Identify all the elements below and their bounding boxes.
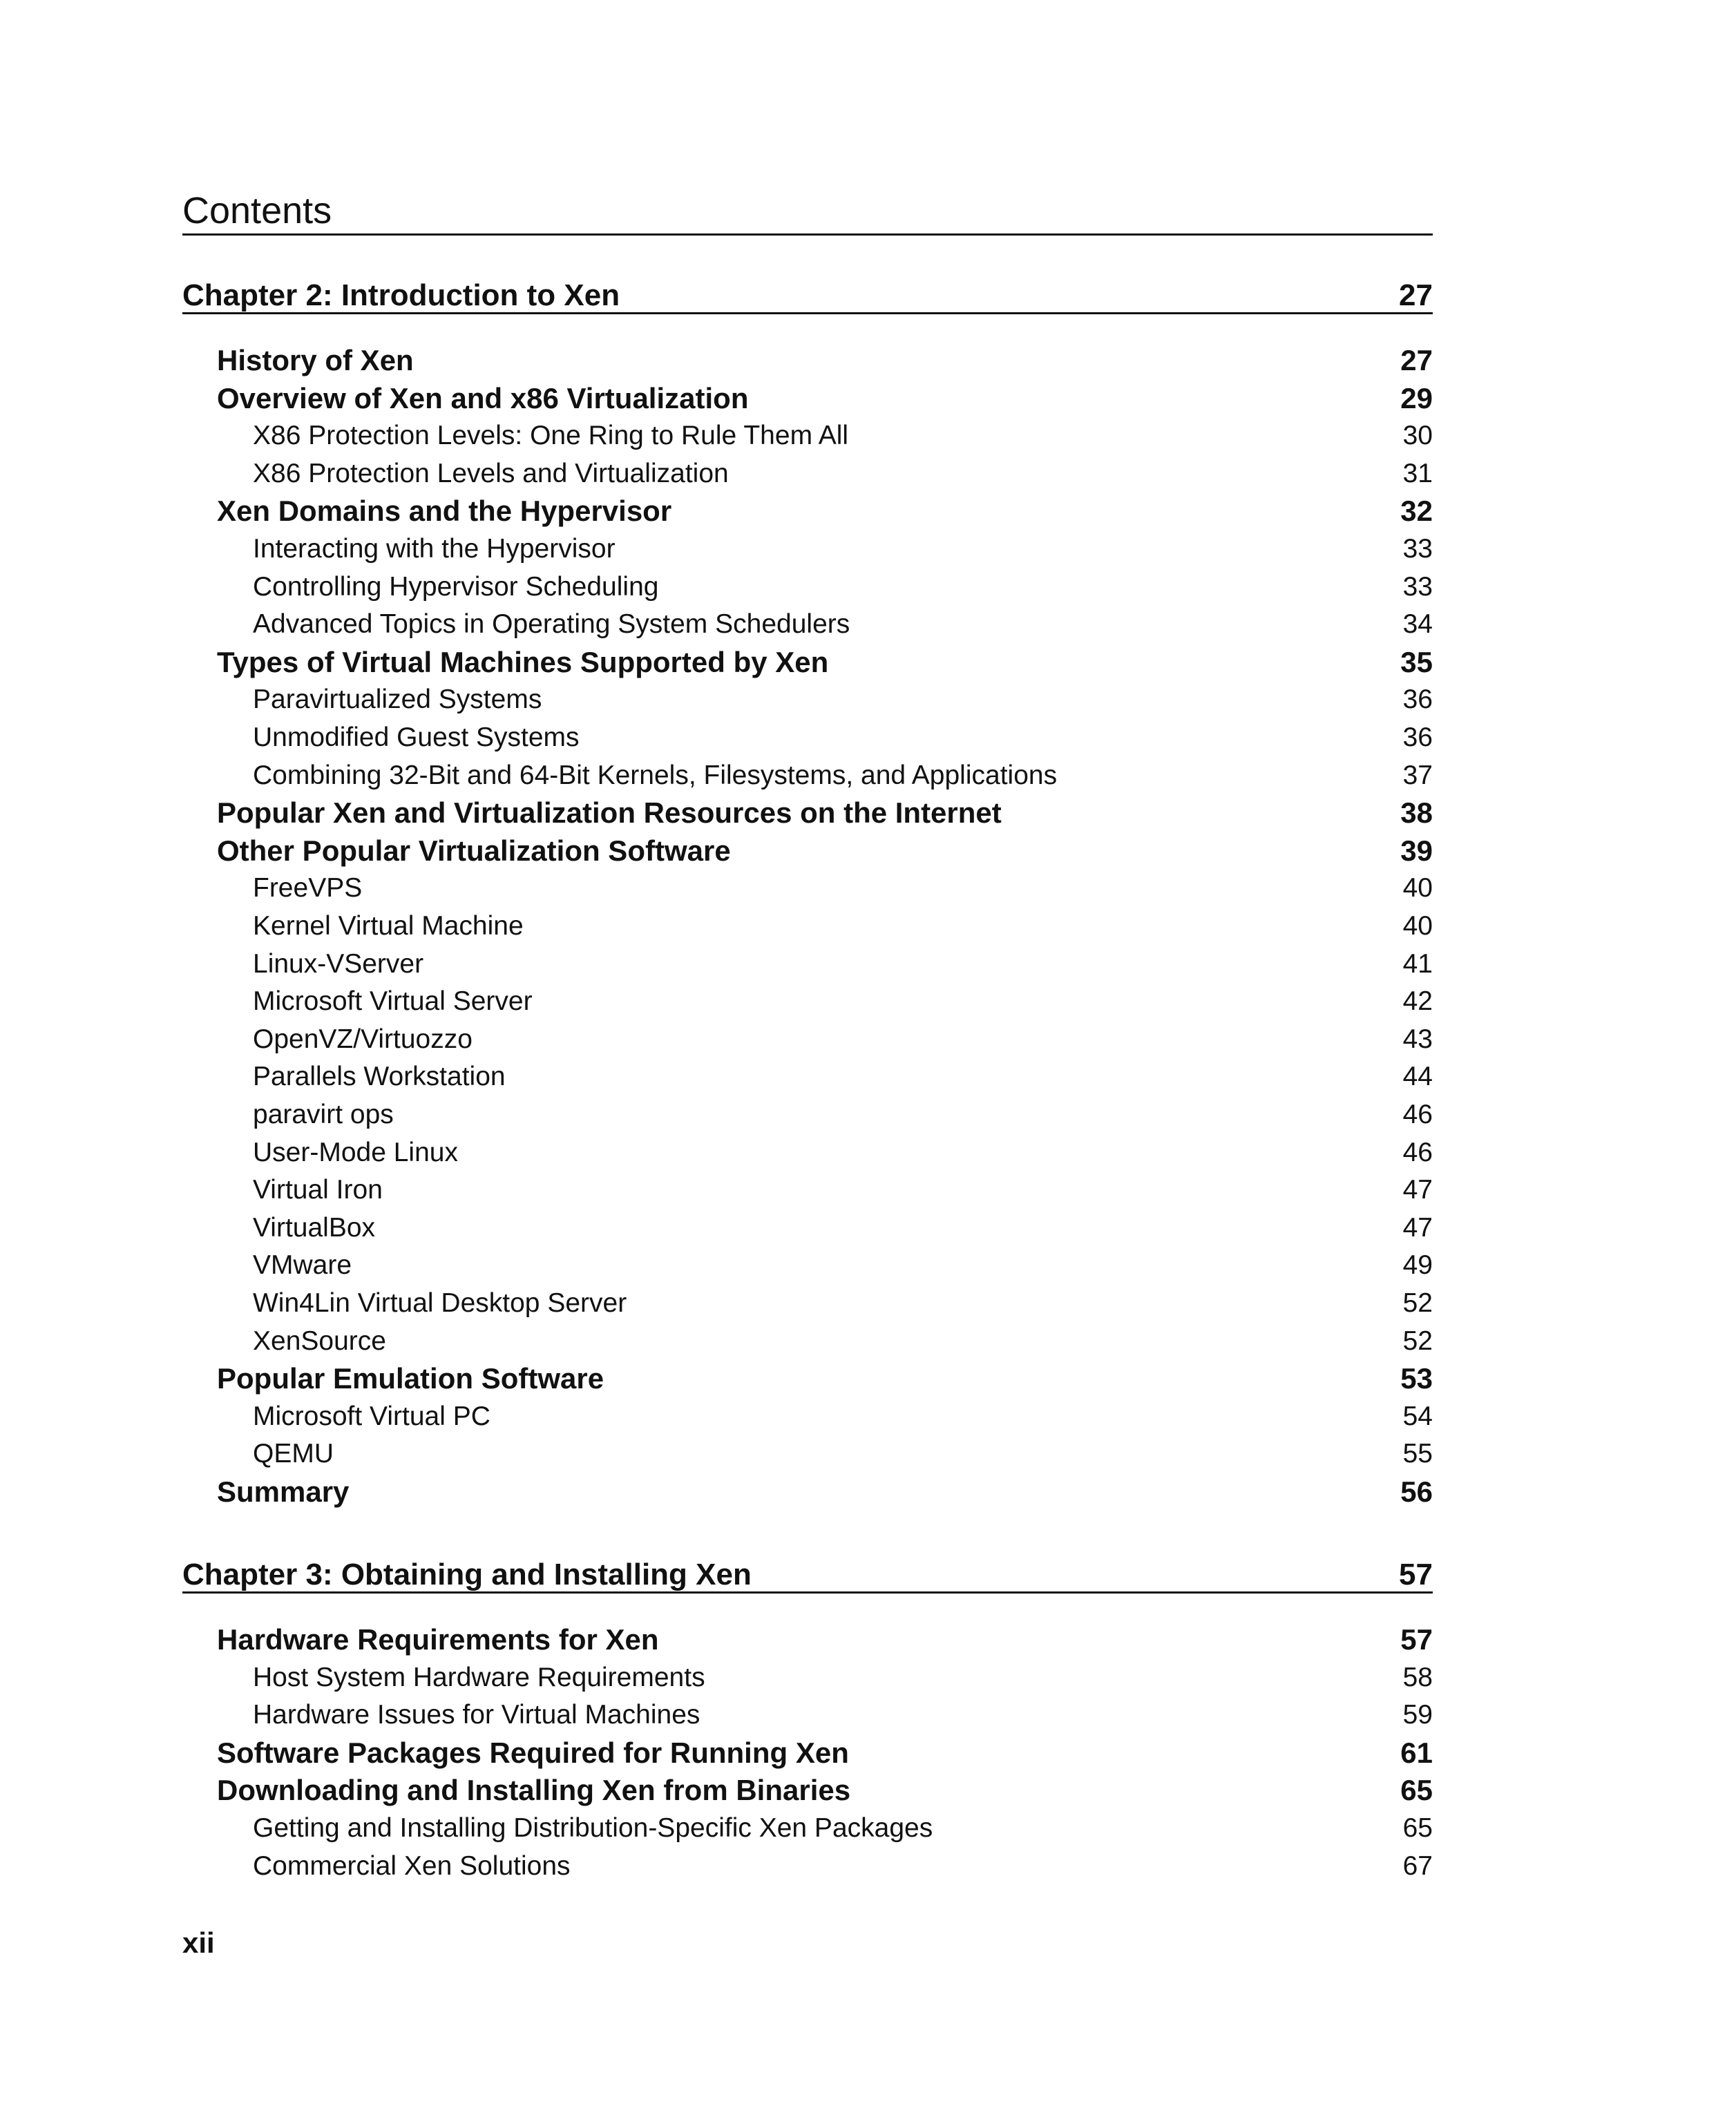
toc-subsection-entry[interactable] <box>253 1023 1433 1056</box>
entry-page-number: 57 <box>1400 1623 1433 1656</box>
chapter-title: Chapter 2: Introduction to Xen <box>182 278 620 312</box>
entry-page-number: 36 <box>1402 723 1433 752</box>
chapter-page-number: 27 <box>1399 278 1433 312</box>
entry-page-number: 40 <box>1402 911 1433 941</box>
entry-title: Hardware Requirements for Xen <box>217 1623 659 1656</box>
entry-title: VMware <box>253 1250 352 1281</box>
entry-title: User-Mode Linux <box>253 1137 458 1167</box>
chapter-heading[interactable] <box>182 278 1433 314</box>
entry-title: Interacting with the Hypervisor <box>253 534 616 564</box>
entry-page-number: 52 <box>1402 1326 1433 1356</box>
entry-title: Software Packages Required for Running Xen <box>217 1736 849 1769</box>
entry-page-number: 34 <box>1402 609 1433 640</box>
toc-section-entry[interactable] <box>217 796 1433 830</box>
entry-title: Advanced Topics in Operating System Schedulers <box>253 609 850 640</box>
toc-subsection-entry[interactable] <box>253 1812 1433 1845</box>
entry-page-number: 65 <box>1402 1813 1433 1843</box>
entry-page-number: 46 <box>1402 1100 1433 1129</box>
entry-page-number: 31 <box>1402 458 1433 488</box>
entry-page-number: 35 <box>1400 645 1433 678</box>
entry-title: Unmodified Guest Systems <box>253 723 580 752</box>
entry-title: Other Popular Virtualization Software <box>217 834 731 867</box>
entry-title: Commercial Xen Solutions <box>253 1850 571 1881</box>
toc-subsection-entry[interactable] <box>253 1325 1433 1358</box>
toc-section-entry[interactable] <box>217 1623 1433 1656</box>
entry-page-number: 32 <box>1400 495 1433 528</box>
toc-subsection-entry[interactable] <box>253 1699 1433 1732</box>
entry-page-number: 53 <box>1400 1362 1433 1395</box>
entry-title: Host System Hardware Requirements <box>253 1662 705 1692</box>
entry-page-number: 46 <box>1402 1137 1433 1167</box>
entry-title: Combining 32-Bit and 64-Bit Kernels, Filesystems, and Applications <box>253 760 1058 790</box>
toc-section-entry[interactable] <box>217 1362 1433 1395</box>
entry-page-number: 30 <box>1402 421 1433 451</box>
entry-page-number: 38 <box>1400 796 1433 830</box>
entry-page-number: 40 <box>1402 873 1433 903</box>
entry-title: paravirt ops <box>253 1100 394 1129</box>
entry-page-number: 61 <box>1400 1736 1433 1769</box>
entry-title: Virtual Iron <box>253 1175 383 1205</box>
entry-page-number: 55 <box>1402 1439 1433 1469</box>
entry-page-number: 41 <box>1402 948 1433 979</box>
toc-subsection-entry[interactable] <box>253 1400 1433 1433</box>
entry-title: Hardware Issues for Virtual Machines <box>253 1700 700 1730</box>
entry-title: Kernel Virtual Machine <box>253 911 524 941</box>
entry-page-number: 42 <box>1402 986 1433 1017</box>
toc-subsection-entry[interactable] <box>253 419 1433 452</box>
entry-title: Paravirtualized Systems <box>253 685 542 715</box>
entry-title: Win4Lin Virtual Desktop Server <box>253 1288 627 1318</box>
entry-page-number: 27 <box>1400 344 1433 376</box>
entry-page-number: 52 <box>1402 1288 1433 1318</box>
entry-title: FreeVPS <box>253 873 363 903</box>
toc-subsection-entry[interactable] <box>253 1287 1433 1320</box>
entry-title: X86 Protection Levels and Virtualization <box>253 458 729 488</box>
entry-page-number: 33 <box>1402 571 1433 602</box>
entry-page-number: 33 <box>1402 534 1433 564</box>
entry-title: Popular Xen and Virtualization Resources on the Internet <box>217 796 1002 830</box>
entry-page-number: 47 <box>1402 1212 1433 1243</box>
entry-title: Overview of Xen and x86 Virtualization <box>217 381 749 414</box>
toc-subsection-entry[interactable] <box>253 457 1433 490</box>
toc-subsection-entry[interactable] <box>253 1850 1433 1883</box>
entry-title: Summary <box>217 1475 350 1508</box>
toc-section-entry[interactable] <box>217 1736 1433 1770</box>
entry-page-number: 29 <box>1400 381 1433 414</box>
toc-section-entry[interactable] <box>217 382 1433 415</box>
entry-title: Downloading and Installing Xen from Binaries <box>217 1774 851 1807</box>
entry-page-number: 59 <box>1402 1700 1433 1730</box>
toc-subsection-entry[interactable] <box>253 533 1433 566</box>
entry-page-number: 43 <box>1402 1024 1433 1054</box>
entry-title: Microsoft Virtual Server <box>253 986 533 1017</box>
entry-page-number: 56 <box>1400 1475 1433 1508</box>
running-header <box>182 181 1433 236</box>
entry-title: History of Xen <box>217 344 414 376</box>
toc-subsection-entry[interactable] <box>253 1437 1433 1471</box>
entry-page-number: 65 <box>1400 1774 1433 1807</box>
toc-subsection-entry[interactable] <box>253 1249 1433 1282</box>
toc-subsection-entry[interactable] <box>253 1098 1433 1131</box>
entry-title: QEMU <box>253 1439 334 1469</box>
entry-title: Popular Emulation Software <box>217 1362 604 1395</box>
entry-title: Parallels Workstation <box>253 1062 506 1092</box>
toc-subsection-entry[interactable] <box>253 872 1433 905</box>
entry-title: Linux-VServer <box>253 948 424 979</box>
chapter-page-number: 57 <box>1399 1558 1433 1591</box>
toc-subsection-entry[interactable] <box>253 1060 1433 1093</box>
chapter-heading[interactable] <box>182 1557 1433 1594</box>
entry-page-number: 44 <box>1402 1062 1433 1092</box>
entry-page-number: 67 <box>1402 1850 1433 1881</box>
toc-subsection-entry[interactable] <box>253 1661 1433 1694</box>
entry-page-number: 58 <box>1402 1662 1433 1692</box>
entry-page-number: 49 <box>1402 1250 1433 1281</box>
toc-subsection-entry[interactable] <box>253 571 1433 604</box>
toc-section-entry[interactable] <box>217 495 1433 528</box>
toc-subsection-entry[interactable] <box>253 910 1433 943</box>
page-title: Contents <box>182 190 332 231</box>
toc-section-entry[interactable] <box>217 344 1433 377</box>
entry-title: XenSource <box>253 1326 386 1356</box>
entry-title: VirtualBox <box>253 1212 376 1243</box>
entry-title: Xen Domains and the Hypervisor <box>217 495 672 528</box>
toc-subsection-entry[interactable] <box>253 683 1433 716</box>
entry-title: Getting and Installing Distribution-Specific Xen Packages <box>253 1813 933 1843</box>
toc-subsection-entry[interactable] <box>253 1212 1433 1245</box>
toc-subsection-entry[interactable] <box>253 948 1433 981</box>
entry-title: Controlling Hypervisor Scheduling <box>253 571 659 602</box>
entry-title: X86 Protection Levels: One Ring to Rule Them All <box>253 421 849 451</box>
page-number: xii <box>182 1926 215 1959</box>
entry-title: Types of Virtual Machines Supported by Xen <box>217 645 829 678</box>
entry-page-number: 39 <box>1400 834 1433 867</box>
toc-subsection-entry[interactable] <box>253 721 1433 754</box>
entry-page-number: 54 <box>1402 1401 1433 1431</box>
entry-title: Microsoft Virtual PC <box>253 1401 490 1431</box>
toc-subsection-entry[interactable] <box>253 985 1433 1018</box>
toc-subsection-entry[interactable] <box>253 1136 1433 1169</box>
toc-section-entry[interactable] <box>217 1475 1433 1509</box>
entry-page-number: 36 <box>1402 685 1433 715</box>
toc-section-entry[interactable] <box>217 1774 1433 1807</box>
toc-subsection-entry[interactable] <box>253 608 1433 641</box>
chapter-title: Chapter 3: Obtaining and Installing Xen <box>182 1558 752 1591</box>
toc-subsection-entry[interactable] <box>253 1174 1433 1207</box>
toc-section-entry[interactable] <box>217 646 1433 679</box>
entry-page-number: 37 <box>1402 760 1433 790</box>
toc-section-entry[interactable] <box>217 834 1433 868</box>
entry-title: OpenVZ/Virtuozzo <box>253 1024 473 1054</box>
toc-subsection-entry[interactable] <box>253 759 1433 792</box>
entry-page-number: 47 <box>1402 1175 1433 1205</box>
